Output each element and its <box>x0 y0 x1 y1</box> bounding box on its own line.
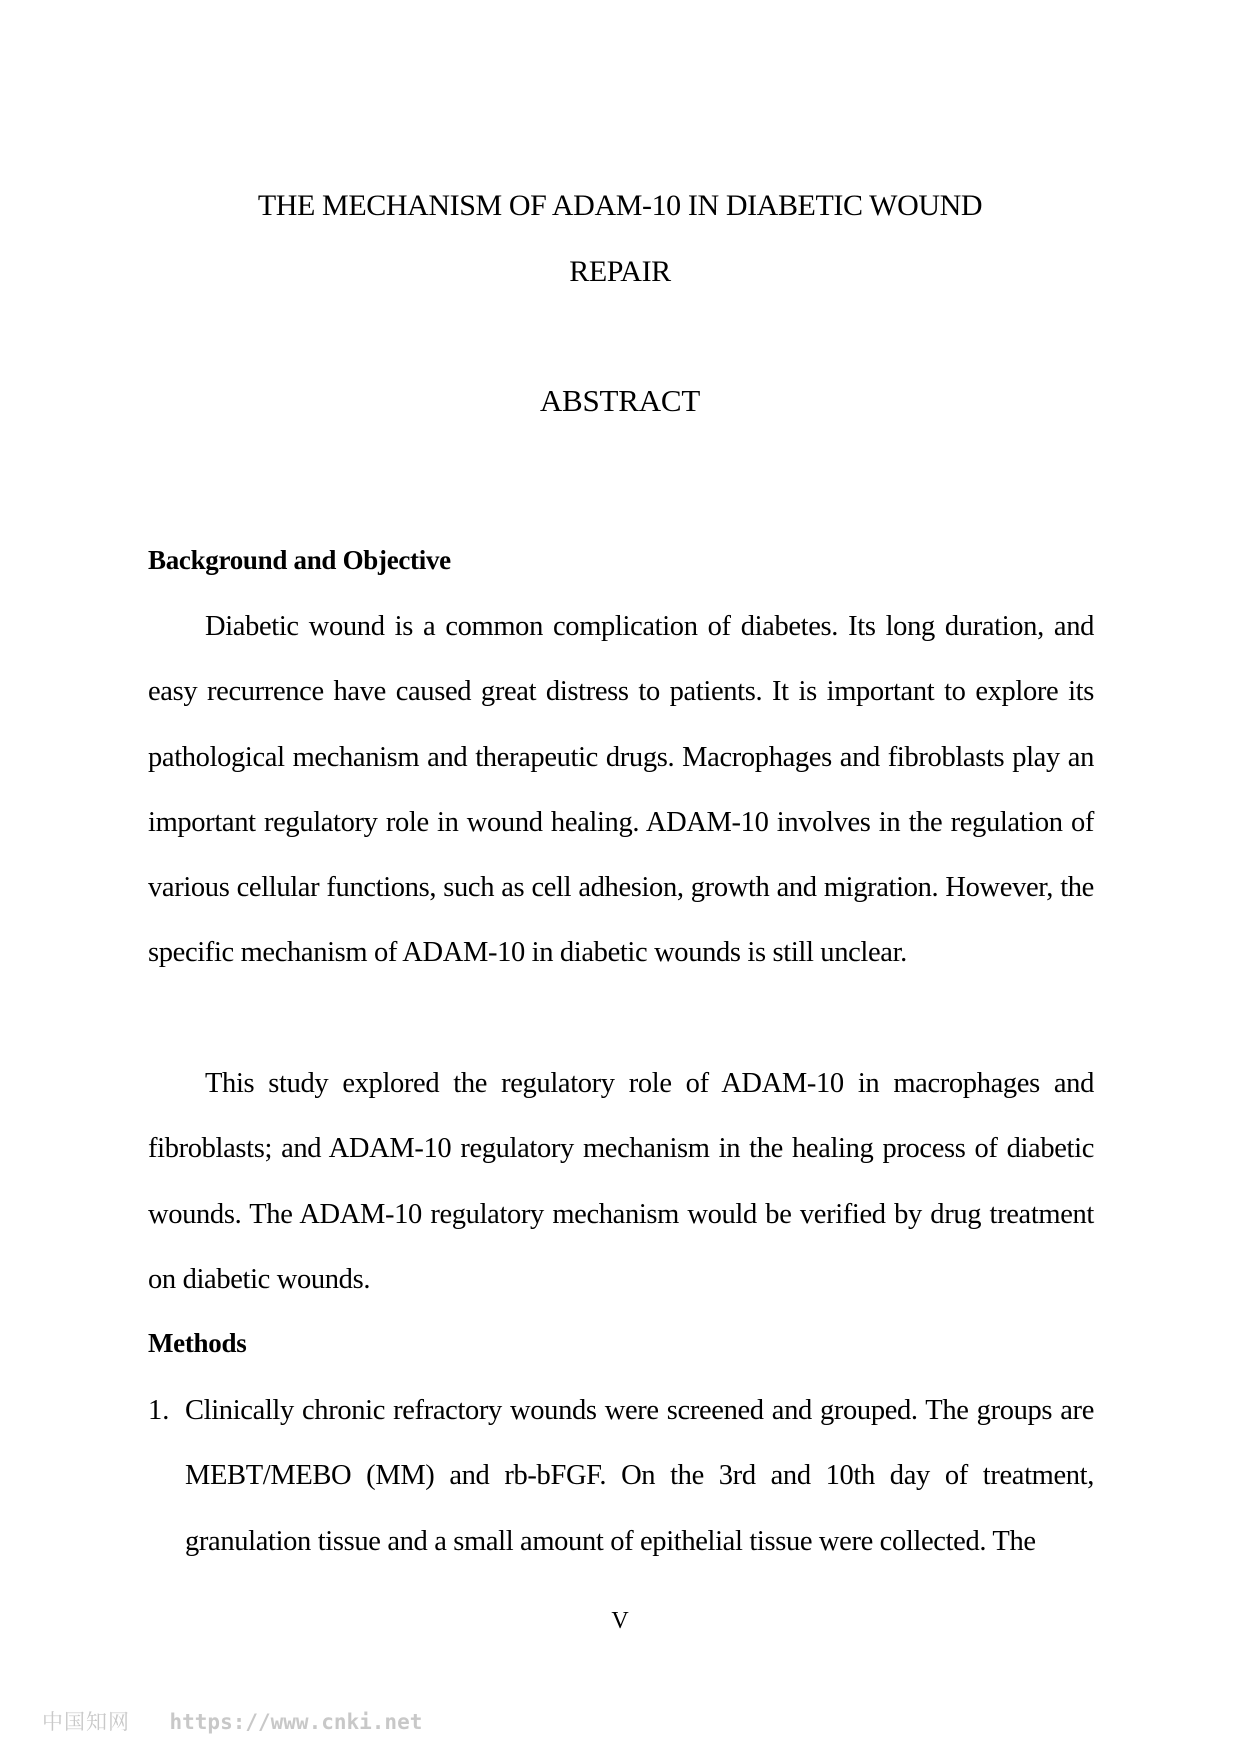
thesis-title-line-2: REPAIR <box>569 255 671 288</box>
watermark-brand: 中国知网 <box>42 1710 130 1734</box>
watermark-url: https://www.cnki.net <box>169 1710 423 1734</box>
cnki-watermark <box>42 1706 422 1736</box>
background-section-heading: Background and Objective <box>148 545 451 575</box>
background-paragraph-1: Diabetic wound is a common complication of diabetes. Its long duration, and easy recurrence have caused great distress to patients. It is important to explore its pathological mechanism and therapeutic drugs. Macrophages and fibroblasts play an important regulatory role in wound healing. ADAM-10 involves in the regulation of various cellular functions, such as cell adhesion, growth and migration. However, the specific mechanism of ADAM-10 in diabetic wounds is still unclear. <box>148 611 1094 969</box>
methods-item-1-text: Clinically chronic refractory wounds were screened and grouped. The groups are MEBT/MEBO (MM) and rb-bFGF. On the 3rd and 10th day of treatment, granulation tissue and a small amount of epithelial tissue were collected. The <box>185 1395 1094 1557</box>
page-number: V <box>611 1608 629 1634</box>
methods-section-heading: Methods <box>148 1328 247 1358</box>
thesis-title-line-1: THE MECHANISM OF ADAM-10 IN DIABETIC WOUND <box>257 189 983 222</box>
abstract-heading: ABSTRACT <box>539 383 701 418</box>
background-paragraph-2: This study explored the regulatory role of ADAM-10 in macrophages and fibroblasts; and ADAM-10 regulatory mechanism in the healing process of diabetic wounds. The ADAM-10 regulatory mechanism would be verified by drug treatment on diabetic wounds. <box>148 1068 1094 1295</box>
methods-item-1-number: 1. <box>148 1395 170 1426</box>
